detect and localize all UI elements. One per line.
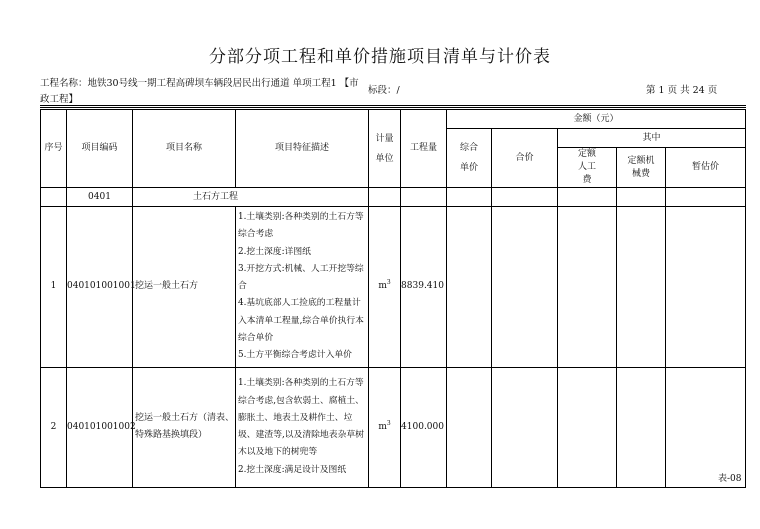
header-labor: 定额人工费 <box>558 148 617 188</box>
row-seq: 2 <box>41 367 67 487</box>
page-info: 第 1 页 共 24 页 <box>646 85 718 96</box>
header-desc: 项目特征描述 <box>236 110 369 188</box>
section-code: 0401 <box>67 188 133 207</box>
header-seq: 序号 <box>41 110 67 188</box>
row-qty: 8839.410 <box>401 207 447 368</box>
header-qty: 工程量 <box>401 110 447 188</box>
row-seq: 1 <box>41 207 67 368</box>
header-unit-price: 综合单价 <box>447 129 492 188</box>
header-name: 项目名称 <box>133 110 236 188</box>
form-number: 表-08 <box>718 474 742 484</box>
page-title: 分部分项工程和单价措施项目清单与计价表 <box>209 47 551 67</box>
table-row <box>41 207 746 368</box>
header-amount: 金额（元） <box>447 110 746 129</box>
row-code: 040101001001 <box>67 207 133 368</box>
desc-line: 3.开挖方式:机械、人工开挖等综合 <box>238 263 364 292</box>
header-unit: 计量单位 <box>369 110 401 188</box>
header-provisional: 暂估价 <box>666 148 746 188</box>
row-unit: $m^3$ <box>369 207 401 368</box>
section-row <box>41 188 746 207</box>
header-rule-bottom <box>40 107 746 108</box>
row-unit: $m^3$ <box>369 367 401 487</box>
row-qty: 4100.000 <box>401 367 447 487</box>
row-code: 040101001002 <box>67 367 133 487</box>
row-name: 挖运一般土石方 <box>133 207 236 368</box>
desc-line: 5.土方平衡综合考虑计入单价 <box>238 350 352 361</box>
desc-line: 1.土壤类别:各种类别的土石方等综合考虑,包含软弱土、腐植土、膨胀土、地表土及耕作土、垃圾、建渣等,以及清除地表杂草树木以及地下的树兜等 <box>238 378 364 458</box>
section-label: 标段：/ <box>368 85 400 96</box>
desc-line: 2.挖土深度:详图纸 <box>238 246 311 257</box>
header-machine: 定额机械费 <box>617 148 666 188</box>
desc-line: 2.挖土深度:满足设计及图纸 <box>238 464 347 475</box>
project-name: 工程名称：地铁30号线一期工程高碑坝车辆段居民出行通道 单项工程1 【市政工程】 <box>40 78 359 105</box>
header-code: 项目编码 <box>67 110 133 188</box>
row-desc <box>236 367 369 487</box>
header-total: 合价 <box>492 129 558 188</box>
row-desc <box>236 207 369 368</box>
table-row <box>41 367 746 487</box>
desc-line: 4.基坑底部人工捡底的工程量计入本清单工程量,综合单价执行本综合单价 <box>238 298 364 344</box>
header-of-which: 其中 <box>558 129 746 148</box>
row-name: 挖运一般土石方（清表、特殊路基换填段） <box>133 367 236 487</box>
desc-line: 1.土壤类别:各种类别的土石方等综合考虑 <box>238 212 364 240</box>
header-rule-top <box>40 105 746 106</box>
bill-of-quantities-table <box>40 109 746 488</box>
section-name: 土石方工程 <box>133 188 369 207</box>
